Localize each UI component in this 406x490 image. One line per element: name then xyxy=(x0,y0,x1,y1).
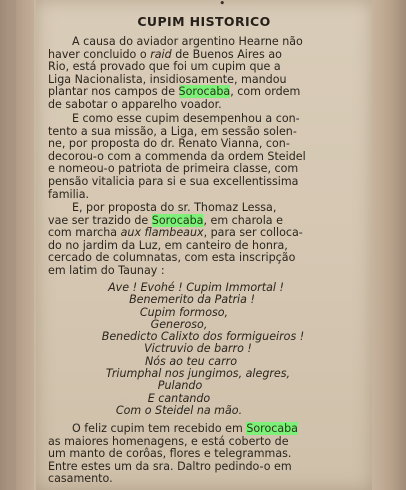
text-line: cercado de columnatas, com esta inscripção xyxy=(48,251,296,265)
verse-line: Triumphal nos jungimos, alegres, xyxy=(105,367,291,381)
paragraph-2 xyxy=(48,113,362,201)
text-line: plantar nos campos de Sorocaba, com ordem xyxy=(48,85,301,99)
right-page-margin xyxy=(366,0,406,490)
text-line: Rio, está provado que foi um cupim que a xyxy=(48,60,281,74)
text-line: casamento. xyxy=(48,472,113,486)
verse-line: Benemerito da Patria ! xyxy=(129,293,255,307)
text-line: do no jardim da Luz, em canteiro de honra, xyxy=(48,238,288,252)
text-line: as maiores homenagens, e está coberto de xyxy=(48,434,289,448)
paragraph-3 xyxy=(48,202,362,278)
text-line: familia. xyxy=(48,187,90,201)
verse-line: Nós ao teu carro xyxy=(144,354,238,368)
text-line: com marcha aux flambeaux, para ser colloca- xyxy=(48,226,303,240)
text-line: vae ser trazido de Sorocaba, em charola e xyxy=(48,213,283,227)
article-title: CUPIM HISTORICO xyxy=(137,14,271,29)
text-line: tento a sua missão, a Liga, em sessão solen- xyxy=(48,124,297,138)
text-line: O feliz cupim tem recebido em Sorocaba xyxy=(72,422,298,435)
text-line: E como esse cupim desempenhou a con- xyxy=(72,112,300,125)
verse-line: Com o Steidel na mão. xyxy=(115,403,243,417)
search-highlight: Sorocaba xyxy=(151,213,204,227)
verse-line: Generoso, xyxy=(150,317,208,331)
text-line: A causa do aviador argentino Hearne não xyxy=(72,35,303,48)
text-line: pensão vitalicia para si e sua excellentissima xyxy=(48,174,299,188)
verse-line: Benedicto Calixto dos formigueiros ! xyxy=(101,330,305,344)
newspaper-clipping xyxy=(36,0,372,490)
text-line: em latim do Taunay : xyxy=(48,263,165,277)
paragraph-1 xyxy=(48,36,362,112)
search-highlight: Sorocaba xyxy=(246,422,298,435)
verse-line: Cupim formoso, xyxy=(139,305,229,319)
top-mark: • xyxy=(219,0,226,10)
latin-inscription xyxy=(36,282,372,417)
text-line: Liga Nacionalista, insidiosamente, mandou xyxy=(48,72,287,86)
text-line: E, por proposta do sr. Thomaz Lessa, xyxy=(72,201,277,214)
verse-line: Victruvio de barro ! xyxy=(144,342,252,356)
text-line: haver concluido o raid de Buenos Aires ao xyxy=(48,47,282,61)
verse-line: E cantando xyxy=(147,391,211,405)
verse-line: Ave ! Evohé ! Cupim Immortal ! xyxy=(108,281,284,294)
paragraph-4 xyxy=(48,423,362,486)
text-line: um manto de corôas, flores e telegrammas. xyxy=(48,447,292,461)
text-line: Entre estes um da sra. Daltro pedindo-o em xyxy=(48,459,292,473)
verse-line: Pulando xyxy=(157,379,203,393)
search-highlight: Sorocaba xyxy=(178,85,231,99)
text-line: decorou-o com a commenda da ordem Steidel xyxy=(48,149,306,163)
text-line: e nomeou-o patriota de primeira classe, com xyxy=(48,162,299,176)
text-line: de sabotar o apparelho voador. xyxy=(48,97,222,111)
text-line: ne, por proposta do dr. Renato Vianna, con- xyxy=(48,137,290,151)
